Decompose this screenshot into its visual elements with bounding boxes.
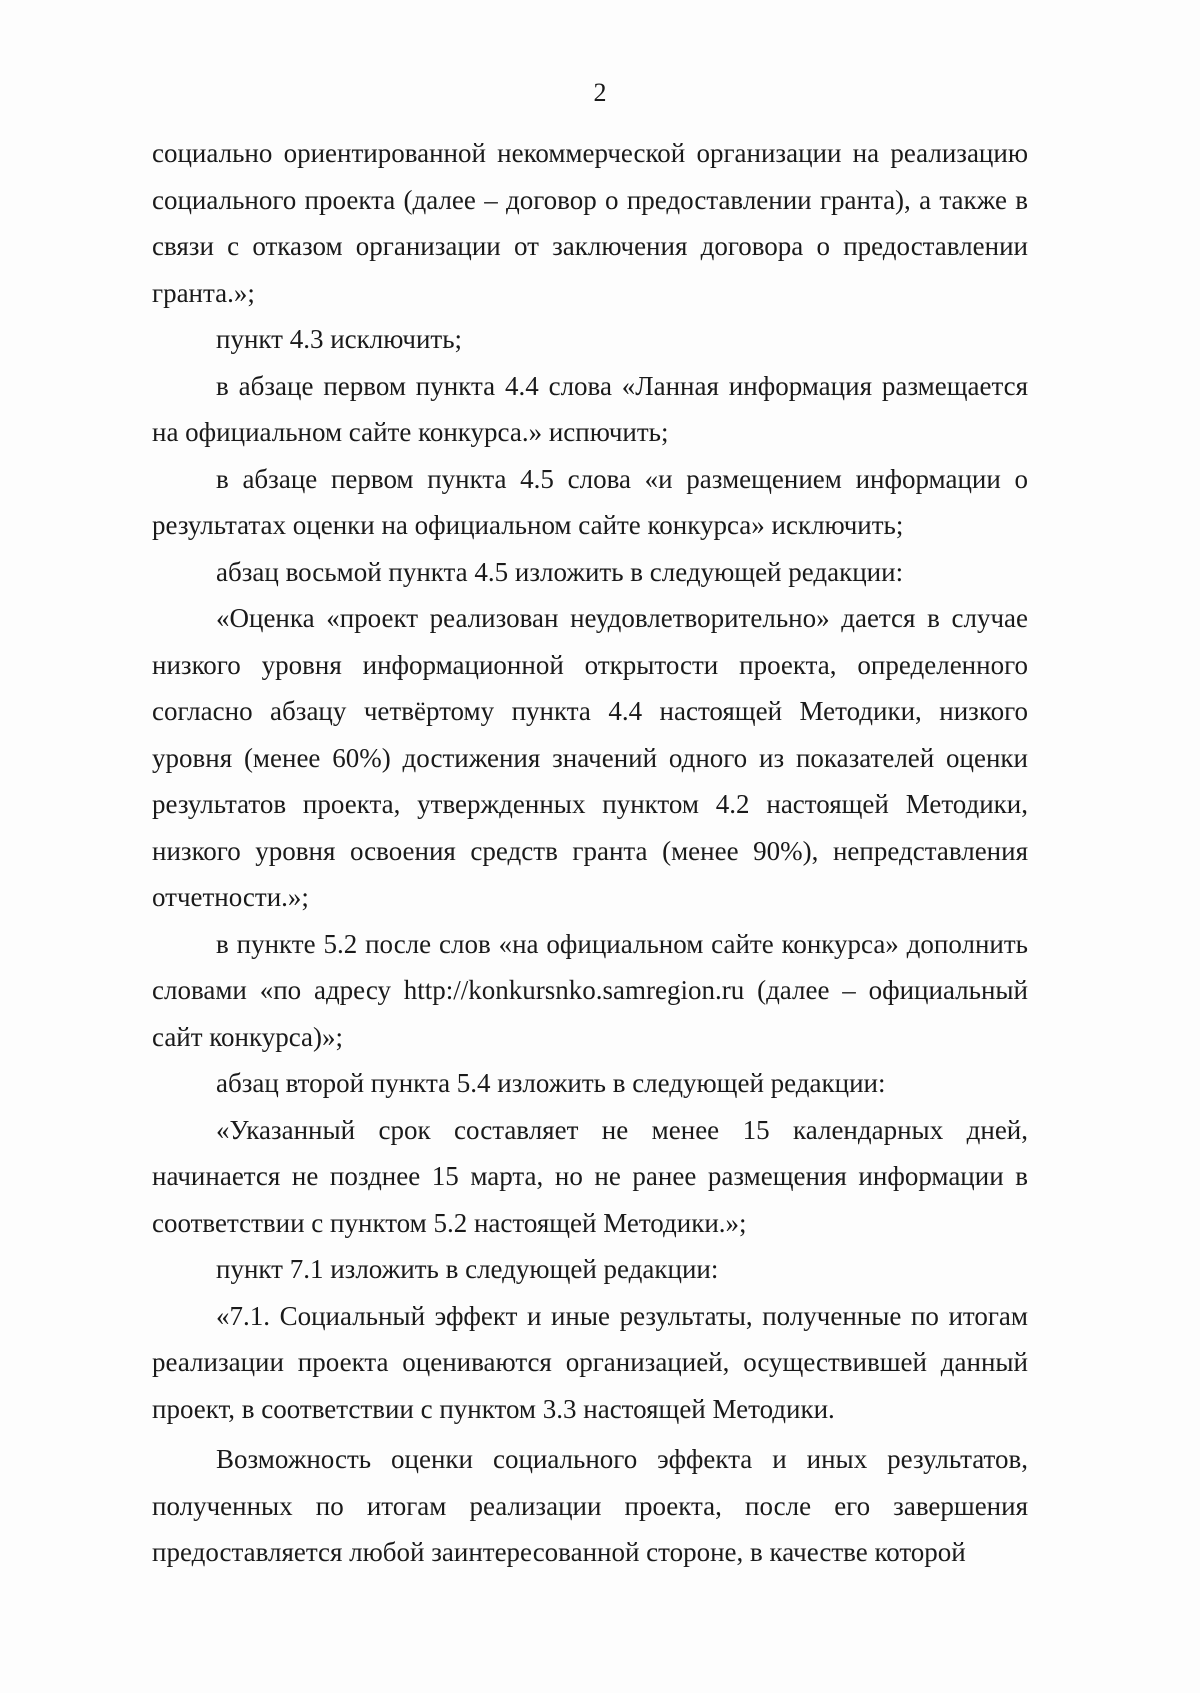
paragraph-deadline-text: «Указанный срок составляет не менее 15 календарных дней, начинается не позднее 15 марта, но не ранее размещения информации в соответствии с пунктом 5.2 настоящей Методики.»;	[152, 1114, 1028, 1238]
paragraph-continuation: социально ориентированной некоммерческой организации на реализацию социального проекта (далее – договор о предоставлении гранта), а также в связи с отказом организации от заключения договора о предоставлении гранта.»;	[152, 138, 1028, 308]
paragraph-amendment-5-2: в пункте 5.2 после слов «на официальном сайте конкурса» дополнить словами «по адресу http://konkursnko.samregion.ru (далее – официальный сайт конкурса)»;	[152, 928, 1028, 1052]
paragraph-amendment-4-3: пункт 4.3 исключить;	[216, 324, 463, 354]
paragraph-amendment-4-5-first: в абзаце первом пункта 4.5 слова «и размещением информации о результатах оценки на официальном сайте конкурса» исключить;	[152, 463, 1028, 540]
paragraph-evaluation-text: «Оценка «проект реализован неудовлетворительно» дается в случае низкого уровня информационной открытости проекта, определенного согласно абзацу четвёртому пункта 4.4 настоящей Методики, низкого уровня (менее 60%) достижения значений одного из показателей оценки результатов проекта, утвержденных пунктом 4.2 настоящей Методики, низкого уровня освоения средств гранта (менее 90%), непредставления отчетности.»;	[152, 603, 1028, 912]
paragraph-amendment-4-4: в абзаце первом пункта 4.4 слова «Ланная информация размещается на официальном сайте конкурса.» испючить;	[152, 370, 1028, 447]
document-body	[152, 130, 1028, 1576]
paragraph-7-1-text: «7.1. Социальный эффект и иные результаты, полученные по итогам реализации проекта оцениваются организацией, осуществившей данный проект, в соответствии с пунктом 3.3 настоящей Методики.	[152, 1300, 1028, 1424]
paragraph-amendment-7-1: пункт 7.1 изложить в следующей редакции:	[216, 1254, 719, 1284]
paragraph-amendment-5-4: абзац второй пункта 5.4 изложить в следующей редакции:	[216, 1068, 886, 1098]
paragraph-amendment-4-5-eighth: абзац восьмой пункта 4.5 изложить в следующей редакции:	[216, 556, 904, 587]
paragraph-evaluation-possibility: Возможность оценки социального эффекта и иных результатов, полученных по итогам реализации проекта, после его завершения предоставляется любой заинтересованной стороне, в качестве которой	[152, 1444, 1028, 1567]
page-number: 2	[593, 78, 607, 107]
